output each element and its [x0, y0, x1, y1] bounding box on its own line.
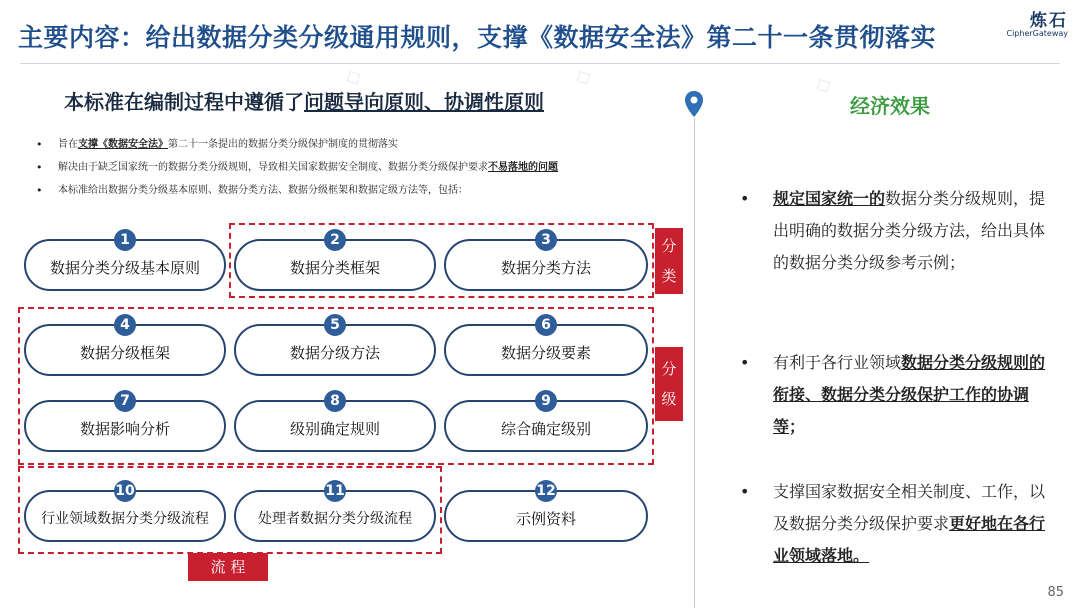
- page-number: 85: [1047, 585, 1064, 600]
- bullet-item: [36, 161, 656, 174]
- point-text: 支撑国家数据安全相关制度、工作，以及数据分类分级保护要求: [773, 482, 1046, 533]
- bullet-emphasis: 不易落地的问题: [488, 162, 558, 173]
- subtitle-prefix: 本标准在编制过程中遵循了: [64, 90, 304, 114]
- bullet-emphasis: 支撑《数据安全法》: [78, 139, 168, 150]
- effect-point: [740, 476, 1060, 572]
- tag-char: 级: [661, 390, 677, 408]
- item-label: 处理者数据分类分级流程: [258, 511, 412, 527]
- bullet-dot: •: [740, 482, 750, 501]
- left-subtitle: [64, 86, 544, 115]
- page-title: 主要内容：给出数据分类分级通用规则，支撑《数据安全法》第二十一条贯彻落实: [18, 23, 937, 52]
- item-number: 5: [324, 314, 346, 336]
- item-number: 6: [535, 314, 557, 336]
- grade-tag: [655, 347, 683, 421]
- item-number: 7: [114, 390, 136, 412]
- tag-char: 类: [661, 267, 677, 285]
- bullet-dot: •: [740, 189, 750, 208]
- item-label: 数据分类方法: [500, 258, 591, 277]
- watermark: ◇: [570, 61, 595, 91]
- item-label: 级别确定规则: [289, 419, 380, 438]
- item-number: 12: [535, 480, 557, 502]
- bullet-dot: •: [740, 353, 750, 372]
- item-number: 3: [535, 229, 557, 251]
- item-label: 数据分级要素: [500, 343, 591, 362]
- point-emphasis: 数据分类分级规则的衔接、数据分类分级保护工作的协调等: [773, 353, 1046, 436]
- item-number: 10: [114, 480, 136, 502]
- bullet-text: 解决由于缺乏国家统一的数据分类分级规则，导致相关国家数据安全制度、数据分类分级保护要求: [58, 162, 488, 173]
- point-emphasis: 更好地在各行业领域落地。: [773, 514, 1046, 565]
- item-label: 示例资料: [515, 509, 576, 528]
- brand-logo: [1006, 6, 1068, 38]
- item-number: 8: [324, 390, 346, 412]
- item-number: 11: [324, 480, 346, 502]
- logo-subtext: CipherGateway: [1006, 29, 1068, 38]
- point-emphasis: 规定国家统一的: [773, 189, 886, 208]
- item-number: 9: [535, 390, 557, 412]
- item-label: 行业领域数据分类分级流程: [41, 511, 209, 527]
- watermark: ◇: [340, 61, 365, 91]
- item-label: 综合确定级别: [500, 419, 591, 438]
- bullet-text: 旨在: [58, 139, 78, 150]
- item-label: 数据分级方法: [289, 343, 380, 362]
- item-label: 数据分类框架: [289, 258, 380, 277]
- effect-point: [740, 183, 1060, 279]
- point-text: 数据分类分级规则，提出明确的数据分类分级方法，给出具体的数据分类分级参考示例；: [773, 189, 1046, 272]
- item-label: 数据分级框架: [79, 343, 170, 362]
- classify-tag: [655, 228, 683, 294]
- process-tag: 流 程: [188, 553, 268, 581]
- item-label: 数据影响分析: [79, 419, 170, 438]
- effect-point: [740, 347, 1060, 443]
- right-title: 经济效果: [850, 94, 930, 118]
- item-number: 4: [114, 314, 136, 336]
- bullet-text: 第二十一条提出的数据分类分级保护制度的贯彻落实: [168, 139, 398, 150]
- point-text: ；: [789, 417, 806, 436]
- column-divider: [694, 118, 695, 608]
- title-divider: [20, 63, 1060, 64]
- subtitle-principles: 问题导向原则、协调性原则: [304, 90, 544, 114]
- location-pin-icon: [684, 90, 704, 118]
- item-number: 1: [114, 229, 136, 251]
- intro-bullets: [36, 138, 656, 207]
- bullet-text: 本标准给出数据分类分级基本原则、数据分类方法、数据分级框架和数据定级方法等，包括：: [58, 185, 468, 196]
- tag-char: 分: [661, 360, 677, 378]
- tag-char: 分: [661, 237, 677, 255]
- item-label: 数据分类分级基本原则: [49, 258, 200, 277]
- bullet-item: [36, 184, 656, 197]
- logo-text: 炼石: [1030, 11, 1068, 31]
- point-text: 有利于各行业领域: [773, 353, 902, 372]
- watermark: ◇: [810, 69, 835, 99]
- item-number: 2: [324, 229, 346, 251]
- bullet-item: [36, 138, 656, 151]
